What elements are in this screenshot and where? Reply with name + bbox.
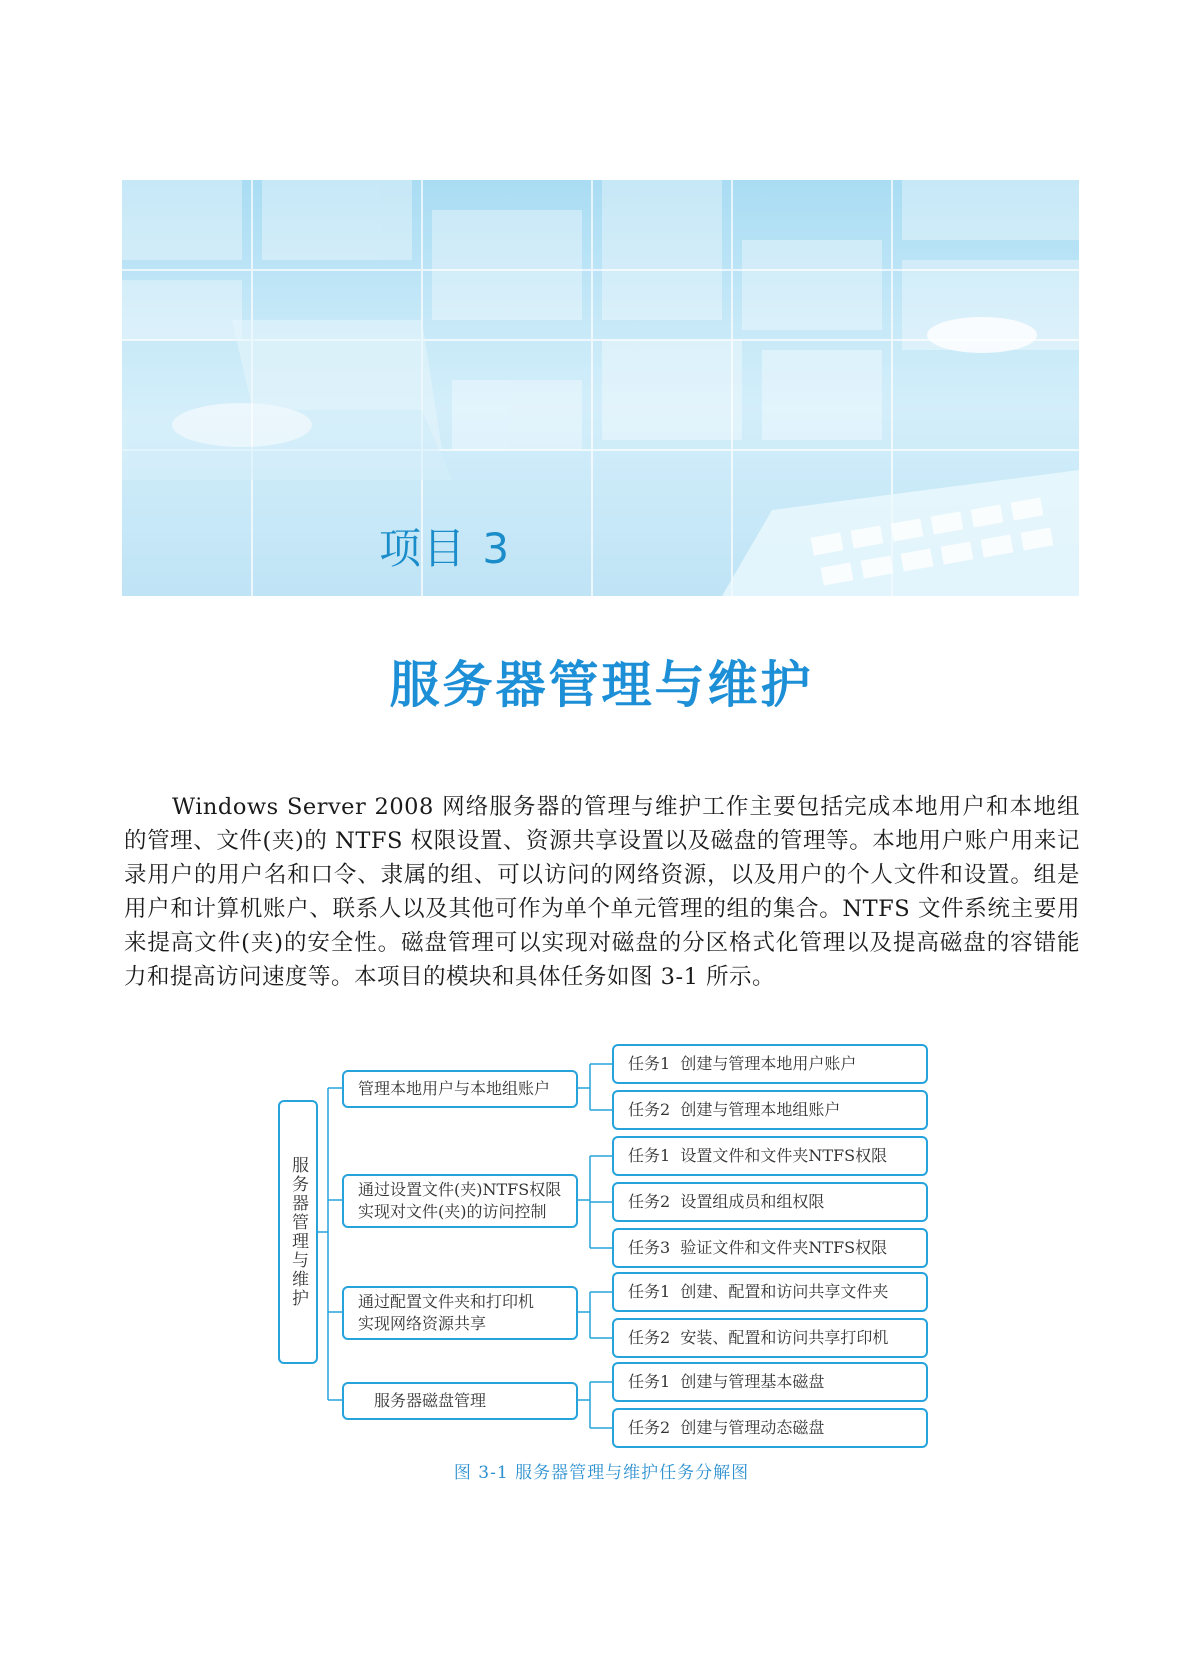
task-label: 任务2 安装、配置和访问共享打印机 [628, 1328, 889, 1347]
task-label: 任务3 验证文件和文件夹NTFS权限 [628, 1238, 888, 1257]
task-label: 任务1 创建、配置和访问共享文件夹 [628, 1282, 889, 1301]
module-box-ntfs [342, 1174, 578, 1228]
task-label: 任务1 创建与管理基本磁盘 [628, 1372, 825, 1391]
banner-graphic [122, 180, 1079, 596]
task-label: 任务2 创建与管理动态磁盘 [628, 1418, 825, 1437]
module-label: 通过配置文件夹和打印机 [358, 1292, 535, 1311]
module-box-sharing [342, 1286, 578, 1340]
diagram-root-box [278, 1100, 318, 1364]
module-box-disk [342, 1382, 578, 1420]
intro-paragraph: Windows Server 2008 网络服务器的管理与维护工作主要包括完成本地用户和本地组的管理、文件(夹)的 NTFS 权限设置、资源共享设置以及磁盘的管理等。本地用户账户用来记录用户的用户名和口令、隶属的组、可以访问的网络资源，以及用户的个人文件和设置。组是用户和计算机账户、联系人以及其他可作为单个单元管理的组的集合。NTFS 文件系统主要用来提高文件(夹)的安全性。磁盘管理可以实现对磁盘的分区格式化管理以及提高磁盘的容错能力和提高访问速度等。本项目的模块和具体任务如图 3-1 所示。 [124, 794, 1080, 990]
project-number: 项目 3 [379, 524, 512, 573]
task-label: 任务2 设置组成员和组权限 [628, 1192, 825, 1211]
chapter-banner [122, 180, 1079, 596]
task-box [612, 1408, 928, 1448]
chapter-title: 服务器管理与维护 [389, 656, 814, 714]
task-box [612, 1272, 928, 1312]
figure-caption: 图 3-1 服务器管理与维护任务分解图 [453, 1463, 750, 1483]
task-box [612, 1136, 928, 1176]
module-label: 通过设置文件(夹)NTFS权限 [358, 1180, 562, 1199]
task-box [612, 1318, 928, 1358]
task-label: 任务1 设置文件和文件夹NTFS权限 [628, 1146, 888, 1165]
task-label: 任务1 创建与管理本地用户账户 [628, 1054, 857, 1073]
module-box-local-users [342, 1070, 578, 1108]
task-label: 任务2 创建与管理本地组账户 [628, 1100, 841, 1119]
task-box [612, 1090, 928, 1130]
diagram-root-label: 服务器管理与维护 [288, 1156, 308, 1308]
task-box [612, 1044, 928, 1084]
task-box [612, 1362, 928, 1402]
task-box [612, 1182, 928, 1222]
task-box [612, 1228, 928, 1268]
task-breakdown-diagram [270, 1030, 940, 1450]
module-label: 服务器磁盘管理 [374, 1391, 487, 1410]
module-label: 实现网络资源共享 [358, 1314, 487, 1333]
module-label: 实现对文件(夹)的访问控制 [358, 1202, 547, 1221]
module-label: 管理本地用户与本地组账户 [358, 1079, 551, 1098]
